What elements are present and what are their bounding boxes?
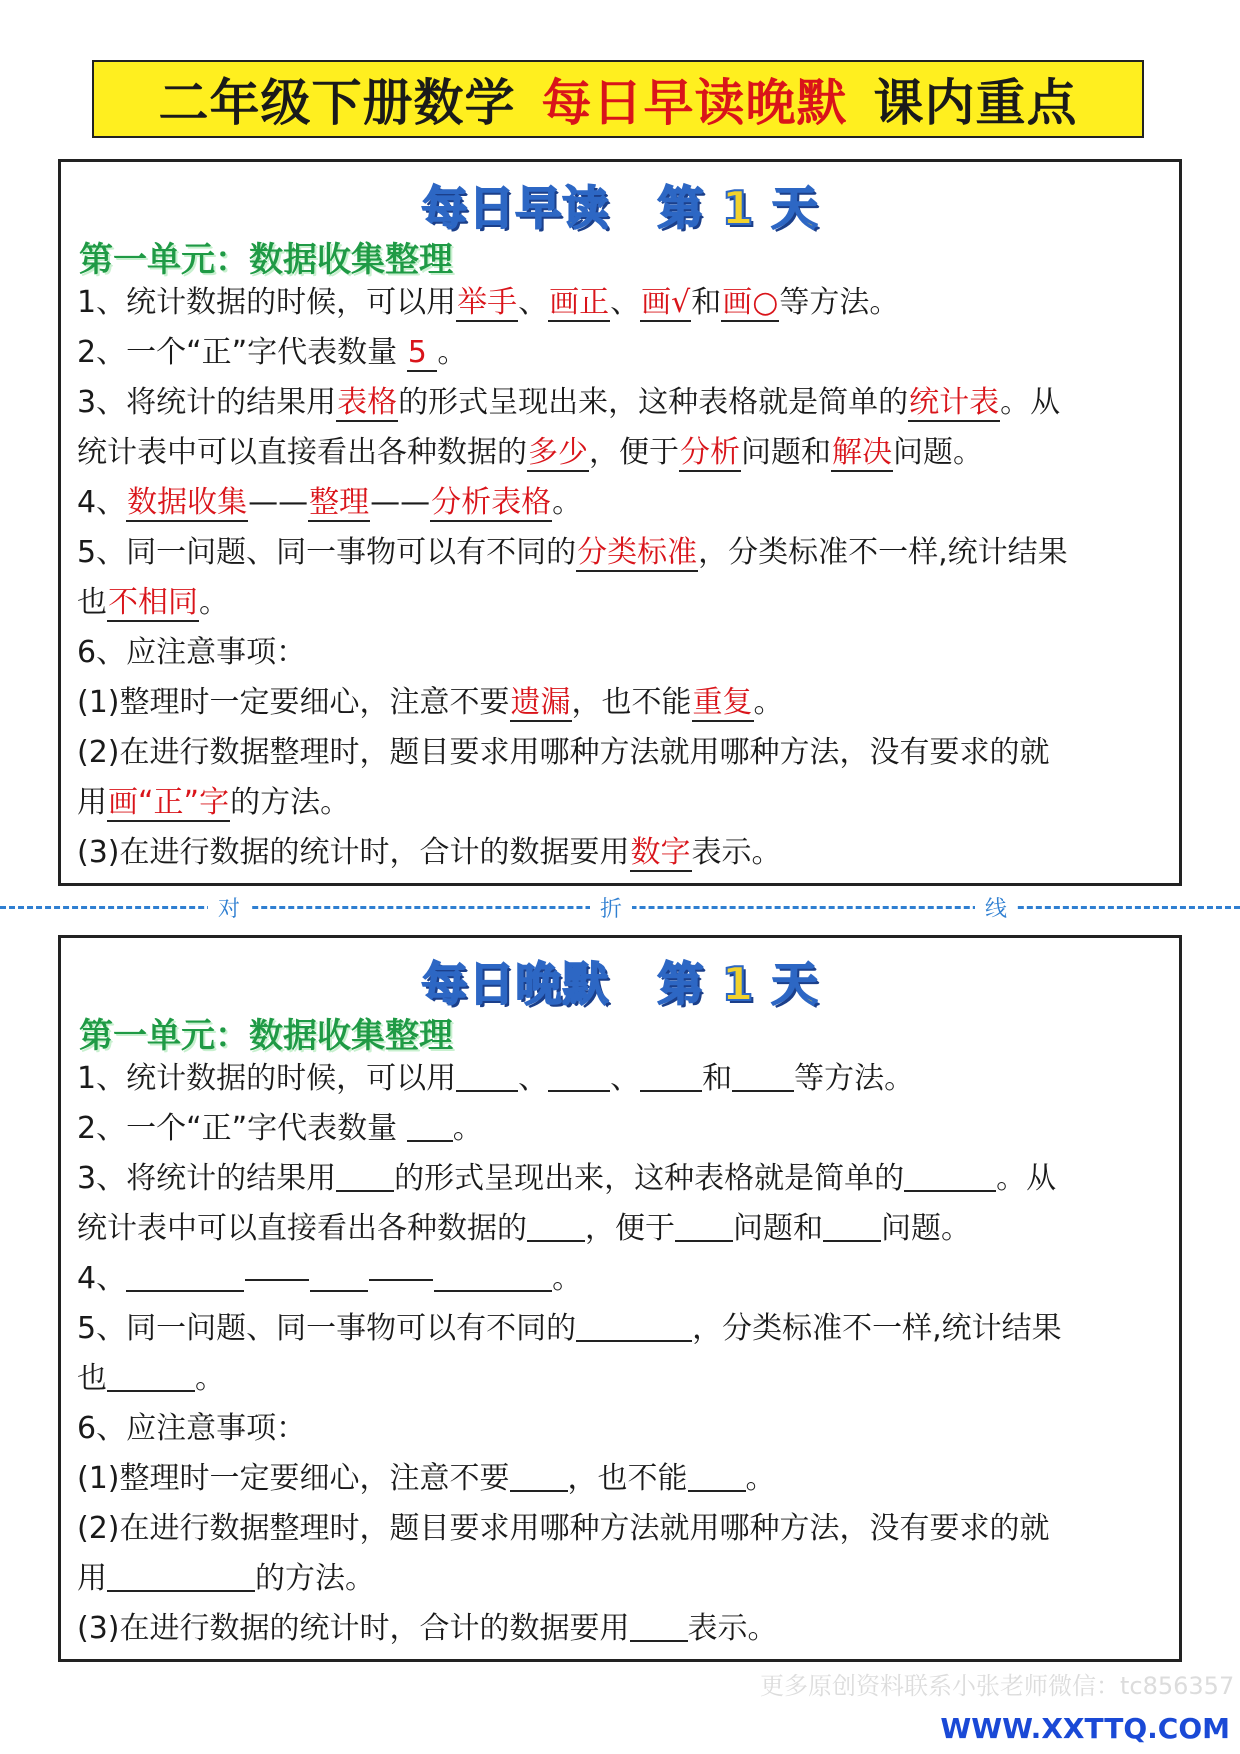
- title-key: 课内重点: [873, 74, 1078, 132]
- line-6b2: 用画“正”字的方法。: [77, 785, 351, 820]
- line-5b: 也不相同。: [77, 585, 229, 620]
- title-red: 每日早读晚默: [541, 74, 848, 132]
- site-url[interactable]: WWW.XXTTQ.COM: [940, 1712, 1230, 1745]
- fold-label-1: 对: [208, 892, 250, 923]
- morning-lines: [77, 278, 1165, 878]
- fold-label-2: 折: [590, 892, 632, 923]
- blank[interactable]: [434, 1258, 552, 1292]
- blank[interactable]: [107, 1358, 195, 1392]
- line-6: 6、应注意事项：: [77, 1411, 307, 1446]
- morning-reading-card: [58, 159, 1182, 886]
- title-grade: 二年级下册数学: [158, 74, 516, 132]
- watermark-text: 更多原创资料联系小张老师微信：tc856357: [760, 1672, 1235, 1700]
- blank[interactable]: [527, 1208, 585, 1242]
- blank[interactable]: [823, 1208, 881, 1242]
- line-1: 1、统计数据的时候，可以用 、 、 和 等方法。: [77, 1054, 1165, 1104]
- line-3b: 统计表中可以直接看出各种数据的多少，便于分析问题和解决问题。: [77, 435, 983, 470]
- line-2: 2、一个“正”字代表数量 5 。: [77, 335, 468, 370]
- line-6: 6、应注意事项：: [77, 635, 307, 670]
- line-6b2: 用 的方法。: [77, 1554, 1165, 1604]
- unit-title: 第一单元：数据收集整理: [79, 1016, 453, 1056]
- blank[interactable]: [640, 1058, 702, 1092]
- evening-lines: [77, 1054, 1165, 1654]
- blank[interactable]: [407, 1108, 453, 1142]
- blank[interactable]: [904, 1158, 996, 1192]
- evening-heading: 每日晚默 第 1 天: [421, 957, 819, 1011]
- line-5: 5、同一问题、同一事物可以有不同的 ，分类标准不一样,统计结果: [77, 1304, 1165, 1354]
- line-5b: 也 。: [77, 1354, 1165, 1404]
- blank[interactable]: [630, 1608, 688, 1642]
- blank[interactable]: [126, 1258, 244, 1292]
- fold-label-3: 线: [975, 892, 1017, 923]
- blank[interactable]: [107, 1558, 255, 1592]
- page-title-banner: [92, 60, 1144, 138]
- line-3: 3、将统计的结果用 的形式呈现出来，这种表格就是简单的 。从: [77, 1154, 1165, 1204]
- blank[interactable]: [510, 1458, 568, 1492]
- blank[interactable]: [548, 1058, 610, 1092]
- line-6b: (2)在进行数据整理时，题目要求用哪种方法就用哪种方法，没有要求的就: [77, 735, 1050, 770]
- line-4: 4、 。: [77, 1254, 1165, 1304]
- blank[interactable]: [576, 1308, 692, 1342]
- blank[interactable]: [688, 1458, 746, 1492]
- blank[interactable]: [456, 1058, 518, 1092]
- evening-dictation-card: [58, 935, 1182, 1662]
- line-6c: (3)在进行数据的统计时，合计的数据要用 表示。: [77, 1604, 1165, 1654]
- blank[interactable]: [336, 1158, 394, 1192]
- line-3b: 统计表中可以直接看出各种数据的 ，便于 问题和 问题。: [77, 1204, 1165, 1254]
- line-3: 3、将统计的结果用表格的形式呈现出来，这种表格就是简单的统计表。从: [77, 385, 1061, 420]
- line-4: 4、数据收集——整理——分析表格。: [77, 485, 583, 520]
- morning-heading: 每日早读 第 1 天: [421, 181, 819, 235]
- blank[interactable]: [310, 1258, 368, 1292]
- line-6c: (3)在进行数据的统计时，合计的数据要用数字表示。: [77, 835, 782, 870]
- line-5: 5、同一问题、同一事物可以有不同的分类标准，分类标准不一样,统计结果: [77, 535, 1068, 570]
- line-6a: (1)整理时一定要细心，注意不要遗漏，也不能重复。: [77, 685, 784, 720]
- line-6a: (1)整理时一定要细心，注意不要 ，也不能 。: [77, 1454, 1165, 1504]
- unit-title: 第一单元：数据收集整理: [79, 240, 453, 280]
- line-2: 2、一个“正”字代表数量 。: [77, 1104, 1165, 1154]
- blank[interactable]: [732, 1058, 794, 1092]
- line-6b: (2)在进行数据整理时，题目要求用哪种方法就用哪种方法，没有要求的就: [77, 1511, 1050, 1546]
- line-1: 1、统计数据的时候，可以用举手、画正、画√和画○等方法。: [77, 285, 900, 320]
- blank[interactable]: [675, 1208, 733, 1242]
